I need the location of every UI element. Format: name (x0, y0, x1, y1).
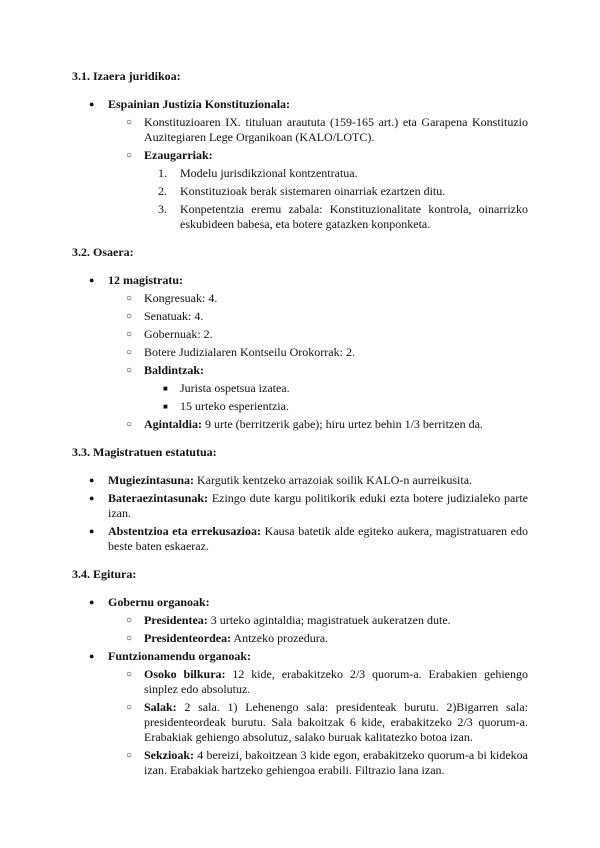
list-item: ● Bateraezintasunak: Ezingo dute kargu politikorik eduki ezta botere judizialeko parte izan. (89, 491, 528, 520)
bullet-icon: ● (89, 493, 95, 503)
circle-bullet-icon: ○ (126, 117, 133, 128)
item-text: Konstituzioaren IX. tituluan araututa (159-165 art.) eta Garapena Konstituzio Auzitegiaren Lege Organikoan (KALO/LOTC). (144, 115, 528, 144)
numbered-item: 1. Modelu jurisdikzional kontzentratua. (158, 166, 358, 180)
section-heading: 3.3. Magistratuen estatutua: (72, 445, 217, 459)
numbered-item: 2. Konstituzioak berak sistemaren oinarriak ezartzen ditu. (158, 184, 446, 198)
circle-bullet-icon: ○ (126, 311, 133, 322)
section-heading: 3.1. Izaera juridikoa: (72, 69, 181, 83)
circle-bullet-icon: ○ (126, 293, 133, 304)
list-item: ■ 15 urteko esperientzia. (163, 399, 289, 413)
list-item: ● Abstentzioa eta errekusazioa: Kausa batetik alde egiteko aukera, magistratuaren edo beste baten eskaeraz. (89, 524, 528, 553)
list-item: ○ Botere Judizialaren Kontseilu Orokorrak: 2. (126, 345, 355, 359)
square-bullet-icon: ■ (163, 402, 168, 411)
list-item: ○ Osoko bilkura: 12 kide, erabakitzeko 2/3 quorum-a. Erabakien gehiengo sinplez edo absolutuz. (126, 667, 528, 696)
item-title: Gobernu organoak: (108, 595, 210, 609)
item-title: Ezaugarriak: (144, 148, 213, 162)
list-item (72, 595, 528, 646)
bullet-icon: ● (89, 275, 95, 285)
bullet-icon: ● (89, 99, 95, 109)
list-item (72, 97, 528, 232)
list-item (72, 273, 528, 432)
bullet-icon: ● (89, 651, 95, 661)
list-item: ○ Presidenteordea: Antzeko prozedura. (126, 631, 329, 645)
circle-bullet-icon: ○ (126, 347, 133, 358)
list-item: ● Mugiezintasuna: Kargutik kentzeko arrazoiak soilik KALO-n aurreikusita. (89, 473, 473, 487)
circle-bullet-icon: ○ (126, 669, 133, 680)
circle-bullet-icon: ○ (126, 365, 133, 376)
item-title: Espainian Justizia Konstituzionala: (108, 97, 291, 111)
list-item (108, 115, 528, 145)
bullet-icon: ● (89, 475, 95, 485)
section-heading: 3.4. Egitura: (72, 567, 137, 581)
list-item: ○ Gobernuak: 2. (126, 327, 213, 341)
circle-bullet-icon: ○ (126, 633, 133, 644)
square-bullet-icon: ■ (163, 384, 168, 393)
item-title: Baldintzak: (144, 363, 205, 377)
circle-bullet-icon: ○ (126, 419, 133, 430)
circle-bullet-icon: ○ (126, 750, 133, 761)
list-item (72, 649, 528, 778)
bullet-icon: ● (89, 597, 95, 607)
section-3-4 (72, 567, 528, 778)
list-item: ○ Agintaldia: 9 urte (berritzerik gabe); hiru urtez behin 1/3 berritzen da. (126, 417, 483, 431)
list-item: ■ Jurista ospetsua izatea. (163, 381, 290, 395)
item-title: 12 magistratu: (108, 273, 183, 287)
list-item: ○ Kongresuak: 4. (126, 291, 218, 305)
circle-bullet-icon: ○ (126, 702, 133, 713)
list-item (108, 148, 528, 232)
list-item: ○ Salak: 2 sala. 1) Lehenengo sala: presidenteak burutu. 2)Bigarren sala: presidenteordeak burutu. Sala bakoitzak 6 kide, erabakitzeko 2/3 quorum-a. Erabakiak gehiengo absolutuz, salako buruak kalitatezko botoa izan. (126, 700, 528, 744)
numbered-item: 3. Konpetentzia eremu zabala: Konstituzionalitate kontrola, oinarrizko eskubideen babesa, eta botere gatazken konponketa. (158, 202, 528, 231)
section-3-1 (72, 69, 528, 232)
section-3-2 (72, 245, 528, 432)
list-item: ○ Presidentea: 3 urteko agintaldia; magistratuek aukeratzen dute. (126, 613, 451, 627)
bullet-icon: ● (89, 526, 95, 536)
item-title: Funtzionamendu organoak: (108, 649, 252, 663)
section-3-3 (72, 445, 528, 554)
section-heading: 3.2. Osaera: (72, 245, 134, 259)
document-body (72, 69, 528, 778)
circle-bullet-icon: ○ (126, 329, 133, 340)
list-item: ○ Sekzioak: 4 bereizi, bakoitzean 3 kide egon, erabakitzeko quorum-a bi kidekoa izan. Erabakiak hartzeko gehiengoa erabili. Filtrazio lana izan. (126, 748, 528, 777)
list-item (108, 363, 528, 414)
list-item: ○ Senatuak: 4. (126, 309, 204, 323)
circle-bullet-icon: ○ (126, 615, 133, 626)
circle-bullet-icon: ○ (126, 150, 133, 161)
